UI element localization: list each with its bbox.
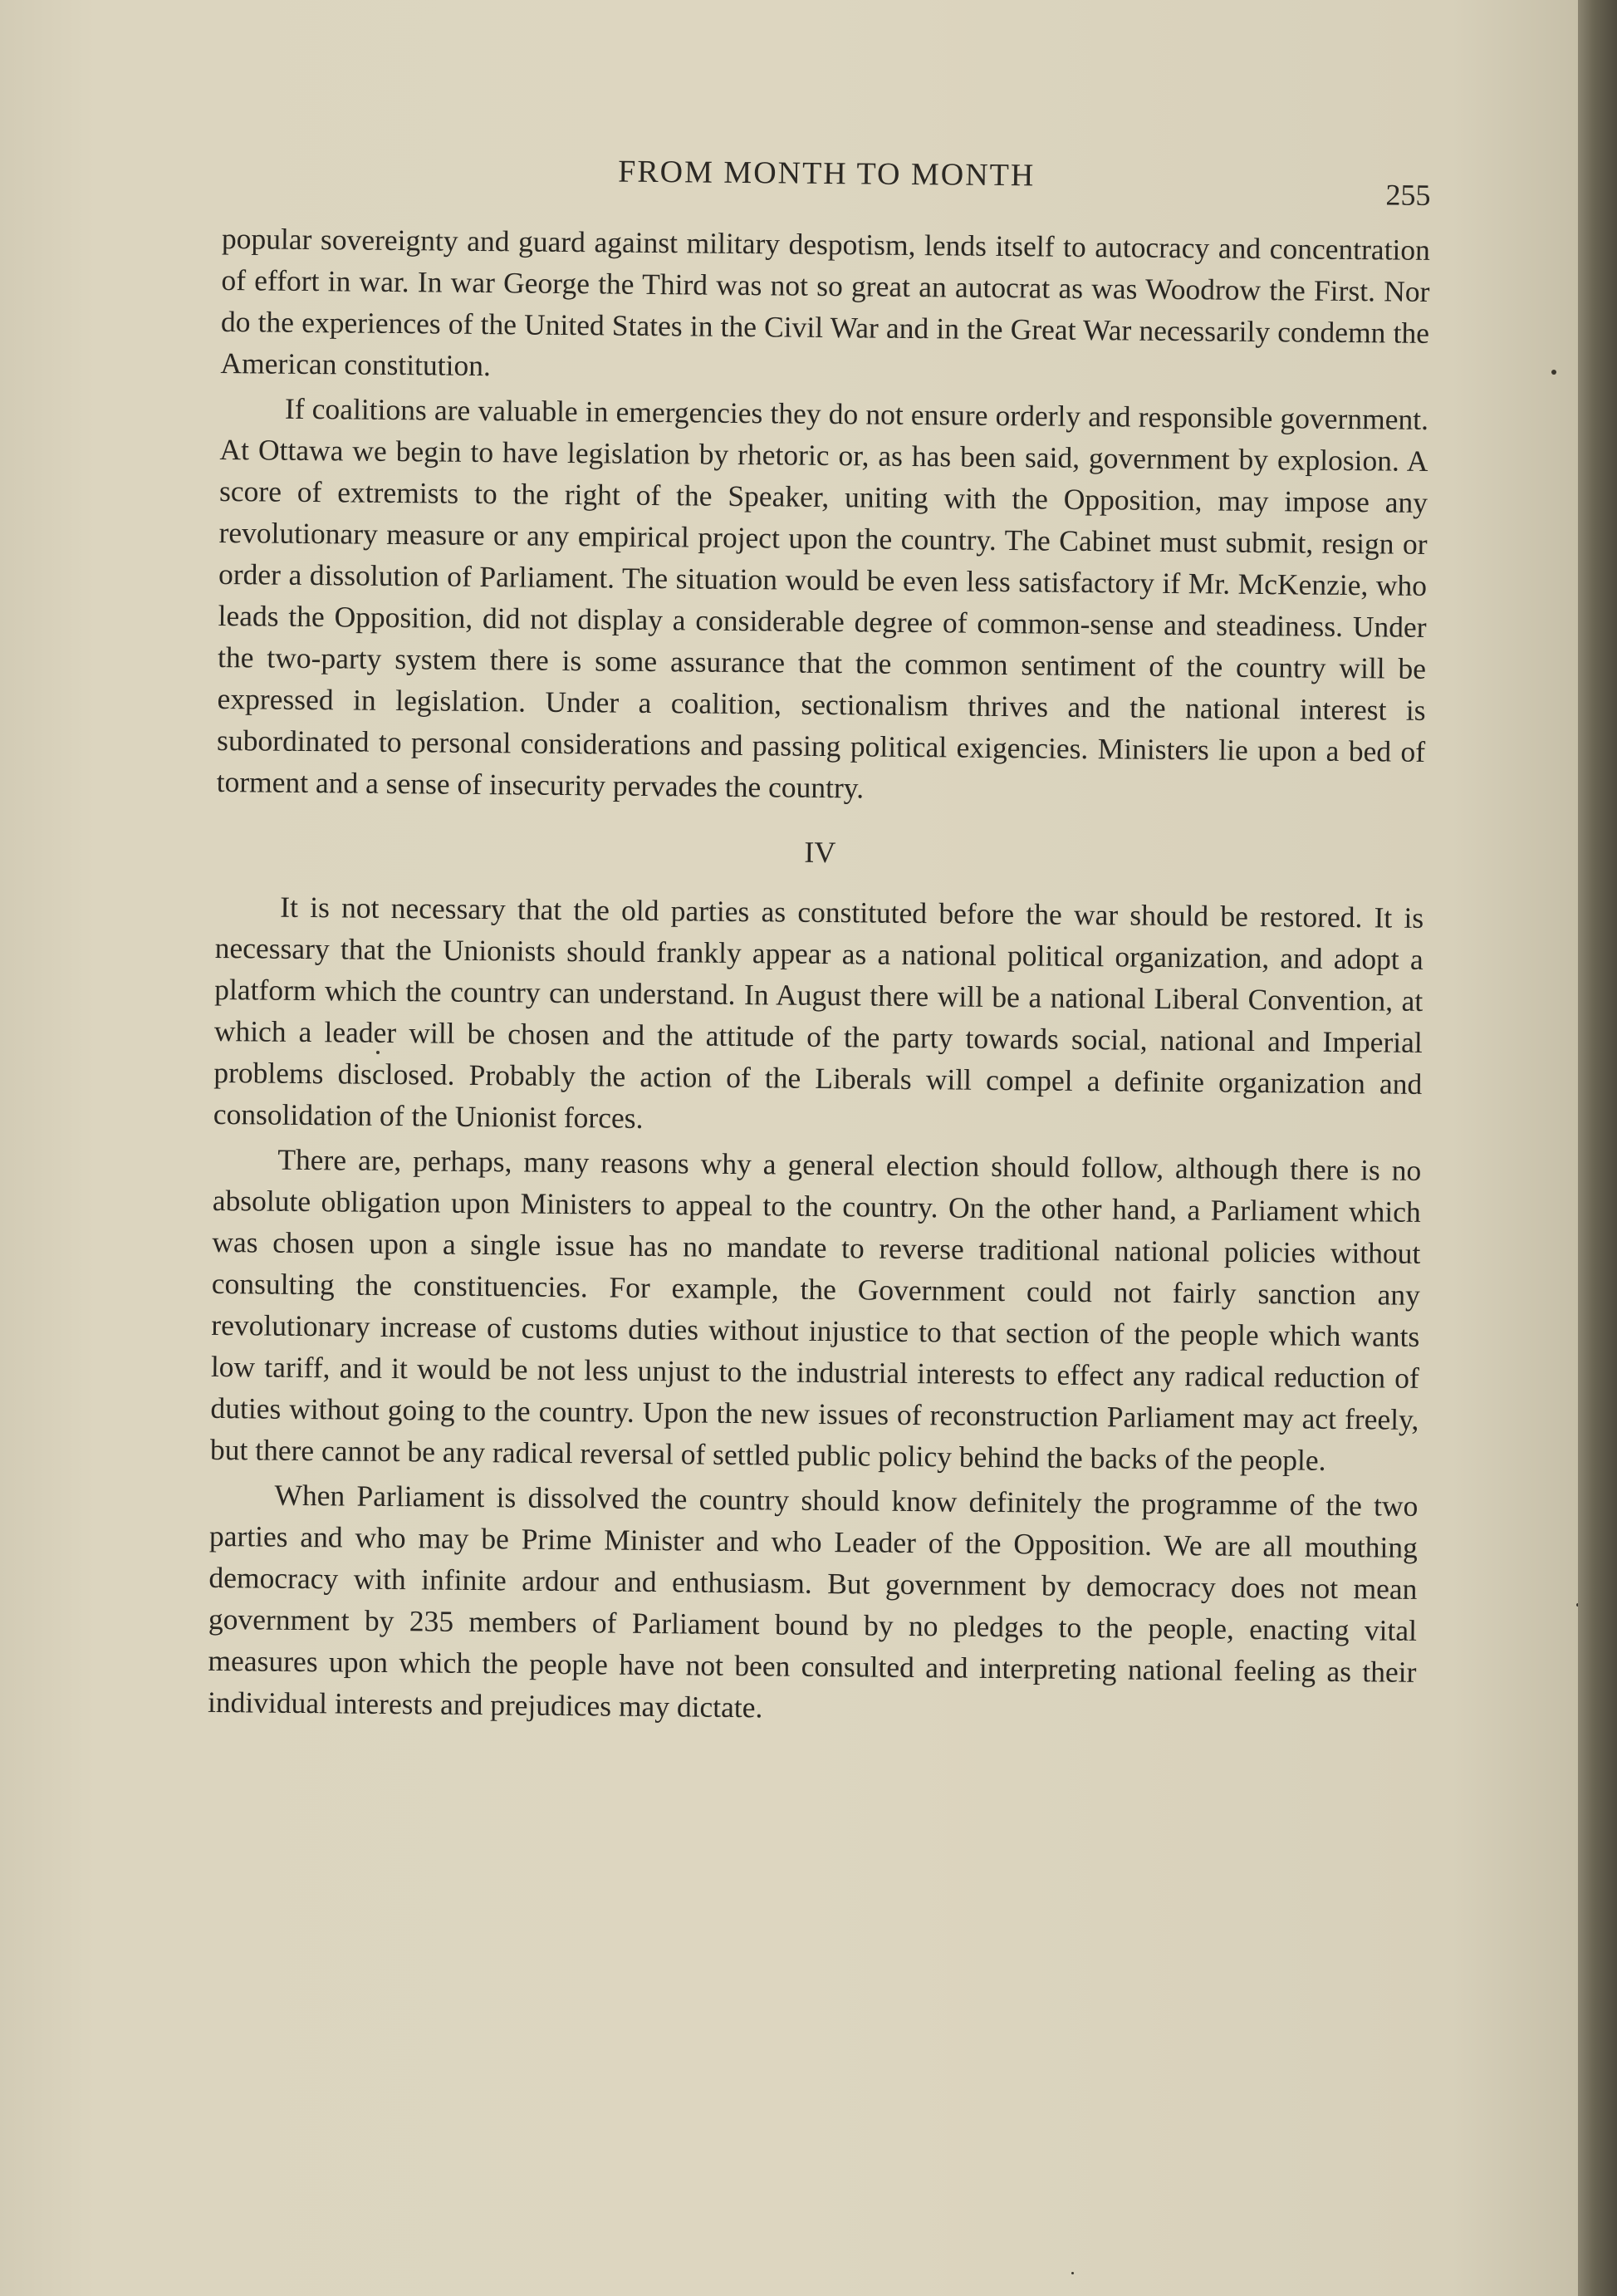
paragraph: It is not necessary that the old parties as constituted before the war should be restored. It is necessary that the Unionists should frankly appear as a national political organization, and adopt a platform which the country can understand. In August there will be a national Liberal Convention, at which a leader will be chosen and the attitude of the party towards social, national and Imperial problems disclosed. Probably the action of the Liberals will compel a definite organization and consolidation of the Unionist forces. [213, 890, 1424, 1135]
ink-speck [1551, 370, 1556, 375]
paragraph: There are, perhaps, many reasons why a general election should follow, although there is no absolute obligation upon Ministers to appeal to the country. On the other hand, a Parliament which was chosen upon a single issue has no mandate to reverse traditional national policies without consulting the constituencies. For example, the Government could not fairly sanction any revolutionary increase of customs duties without injustice to that section of the people which wants low tariff, and it would be not less unjust to the industrial interests to effect any radical reduction of duties without going to the country. Upon the new issues of reconstruction Parliament may act freely, but there cannot be any radical reversal of settled public policy behind the backs of the people. [209, 1142, 1422, 1477]
ink-speck [1071, 2272, 1074, 2274]
paragraph: When Parliament is dissolved the country should know definitely the programme of the two parties and who may be Prime Minister and who Leader of the Opposition. We are all mouthing democracy with infinite ardour and enthusiasm. But government by democracy does not mean government by 235 members of Parliament bound by no pledges to the people, enacting vital measures upon which the people have not been consulted and interpreting national feeling as their individual interests and prejudices may dictate. [207, 1478, 1419, 1724]
binding-gutter [1578, 0, 1617, 2296]
page-number: 255 [1385, 178, 1431, 212]
page-text-block [208, 150, 1431, 1734]
running-head-title: FROM MONTH TO MONTH [617, 154, 1036, 194]
paragraph: If coalitions are valuable in emergencies they do not ensure orderly and responsible government. At Ottawa we begin to have legislation by rhetoric or, as has been said, government by explosion. A score of extremists to the right of the Speaker, uniting with the Opposition, may impose any revolutionary measure or any empirical project upon the country. The Cabinet must submit, resign or order a dissolution of Parliament. The situation would be even less satisfactory if Mr. McKenzie, who leads the Opposition, did not display a considerable degree of common-sense and steadiness. Under the two-party system there is some assurance that the common sentiment of the country will be expressed in legislation. Under a coalition, sectionalism thrives and the national interest is subordinated to personal considerations and passing political exigencies. Ministers lie upon a bed of torment and a sense of insecurity pervades the country. [216, 391, 1429, 805]
section-numeral: IV [804, 835, 836, 870]
running-head [222, 150, 1431, 214]
paragraph-continuation: popular sovereignty and guard against military despotism, lends itself to autocracy and concentration of effort in war. In war George the Third was not so great an autocrat as was Woodrow the First. Nor do the experiences of the United States in the Civil War and in the Great War necessarily condemn the American constitution. [220, 221, 1431, 383]
